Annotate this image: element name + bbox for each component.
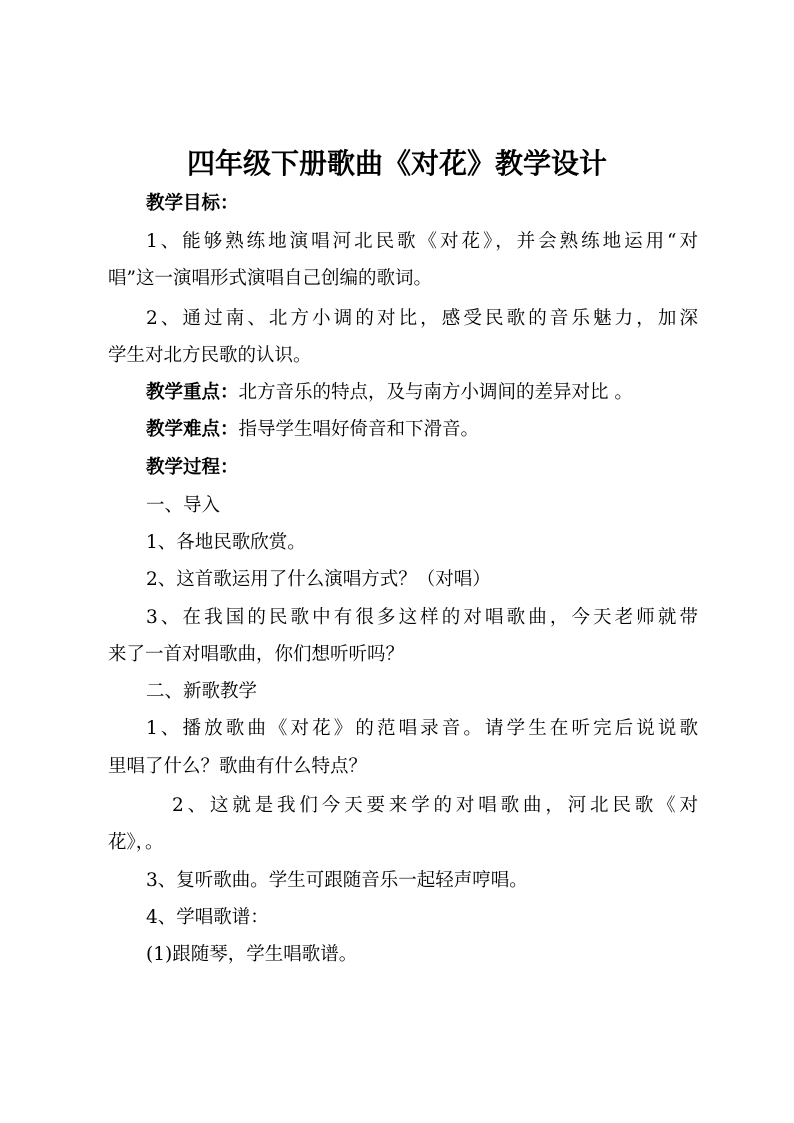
objective-2-line-2: 学生对北方民歌的认识。 [108,345,312,366]
difficulty-label: 教学难点： [146,419,239,440]
objective-1-line-2: 唱”这一演唱形式演唱自己创编的歌词。 [108,268,432,289]
key-point-line [146,380,736,406]
process-heading: 教学过程： [146,457,239,478]
section-2-item-4: 4、学唱歌谱： [146,907,269,928]
section-1-heading: 一、导入 [146,495,221,516]
document-title: 四年级下册歌曲《对花》教学设计 [186,147,607,180]
section-2-heading: 二、新歌教学 [146,681,258,702]
section-1-item-2: 2、这首歌运用了什么演唱方式？（对唱） [146,569,491,590]
section-2-item-1-line-2: 里唱了什么？歌曲有什么特点？ [108,756,368,777]
key-point-label: 教学重点： [146,382,239,403]
difficulty-line [146,417,736,443]
section-2-item-3: 3、复听歌曲。学生可跟随音乐一起轻声哼唱。 [146,870,528,891]
section-1-item-3-line-2: 来了一首对唱歌曲，你们想听听吗？ [108,644,405,665]
objective-1-line-1: 1、能够熟练地演唱河北民歌《对花》，并会熟练地运用“对 [146,231,698,252]
section-2-item-1-line-1: 1、播放歌曲《对花》的范唱录音。请学生在听完后说说歌 [146,718,698,739]
key-point-text: 北方音乐的特点，及与南方小调间的差异对比 。 [238,382,633,403]
section-2-item-2-line-2: 花》，。 [108,832,164,853]
objective-2-line-1: 2、通过南、北方小调的对比，感受民歌的音乐魅力，加深 [146,308,698,329]
section-2-item-2-line-1: 2、这就是我们今天要来学的对唱歌曲，河北民歌《对 [172,795,698,816]
section-2-item-4-sub-1: (1)跟随琴，学生唱歌谱。 [146,944,358,965]
objectives-heading: 教学目标： [146,193,239,214]
difficulty-text: 指导学生唱好倚音和下滑音。 [238,419,480,440]
section-1-item-1: 1、各地民歌欣赏。 [146,532,306,553]
section-1-item-3-line-1: 3、在我国的民歌中有很多这样的对唱歌曲，今天老师就带 [146,607,698,628]
